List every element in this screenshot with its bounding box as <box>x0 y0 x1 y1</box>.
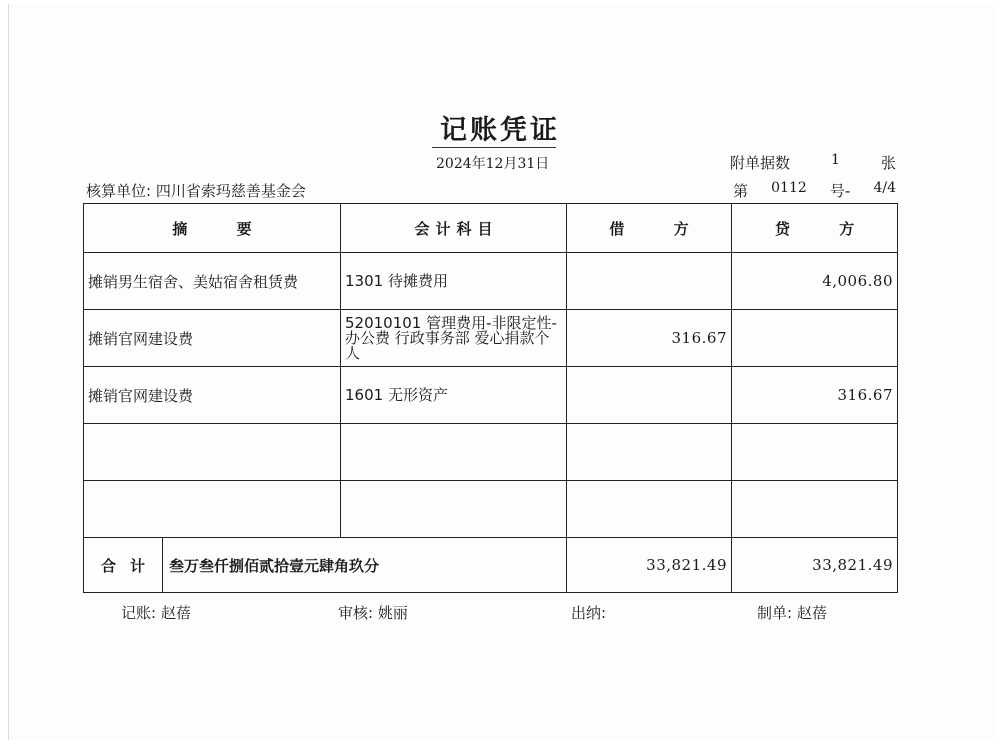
row-summary <box>84 481 341 538</box>
header-debit: 借 方 <box>567 204 732 253</box>
row-debit <box>567 424 732 481</box>
table-row <box>84 424 898 481</box>
row-account: 1601 无形资产 <box>341 367 567 424</box>
voucher-page: 4/4 <box>873 180 896 196</box>
row-credit <box>732 424 898 481</box>
row-account <box>341 481 567 538</box>
document-title: 记账凭证 <box>440 115 560 146</box>
row-debit <box>567 253 732 310</box>
total-label: 合计 <box>84 538 163 592</box>
voucher-number <box>733 180 896 201</box>
row-summary <box>84 424 341 481</box>
total-row <box>84 538 898 593</box>
total-amount-in-words: 叁万叁仟捌佰贰拾壹元肆角玖分 <box>169 556 380 575</box>
table-row <box>84 481 898 538</box>
row-account: 1301 待摊费用 <box>341 253 567 310</box>
header-summary: 摘 要 <box>84 204 341 253</box>
voucher-number-suffix: 号- <box>829 182 851 200</box>
attachments-unit: 张 <box>880 154 896 172</box>
reviewer-signature: 审核: 姚丽 <box>338 604 408 622</box>
header-credit: 贷 方 <box>732 204 898 253</box>
row-credit <box>732 481 898 538</box>
row-summary: 摊销官网建设费 <box>84 367 341 424</box>
row-credit <box>732 310 898 367</box>
table-row <box>84 367 898 424</box>
preparer-signature: 制单: 赵蓓 <box>757 604 827 622</box>
total-debit: 33,821.49 <box>567 538 732 593</box>
total-cell <box>84 538 567 593</box>
voucher-number-value: 0112 <box>771 180 807 196</box>
bookkeeper-signature: 记账: 赵蓓 <box>121 604 191 622</box>
table-header-row <box>84 204 898 253</box>
row-account <box>341 424 567 481</box>
row-credit: 4,006.80 <box>732 253 898 310</box>
voucher-number-prefix: 第 <box>733 182 749 200</box>
attachments-count: 1 <box>831 152 840 168</box>
row-account: 52010101 管理费用-非限定性-办公费 行政事务部 爱心捐款个人 <box>341 310 567 367</box>
cashier-signature: 出纳: <box>571 604 607 622</box>
accounting-unit <box>86 180 306 201</box>
accounting-unit-label: 核算单位: <box>86 182 152 200</box>
voucher-date: 2024年12月31日 <box>436 156 550 172</box>
row-debit <box>567 481 732 538</box>
table-row <box>84 310 898 367</box>
attachments-info <box>730 152 896 173</box>
row-summary: 摊销男生宿舍、美姑宿舍租赁费 <box>84 253 341 310</box>
header-account: 会计科目 <box>341 204 567 253</box>
row-credit: 316.67 <box>732 367 898 424</box>
accounting-unit-value: 四川省索玛慈善基金会 <box>155 182 306 200</box>
attachments-label: 附单据数 <box>730 154 791 172</box>
row-summary: 摊销官网建设费 <box>84 310 341 367</box>
table-row <box>84 253 898 310</box>
row-debit: 316.67 <box>567 310 732 367</box>
voucher-table <box>83 203 898 593</box>
total-credit: 33,821.49 <box>732 538 898 593</box>
row-debit <box>567 367 732 424</box>
title-underline <box>432 147 556 148</box>
